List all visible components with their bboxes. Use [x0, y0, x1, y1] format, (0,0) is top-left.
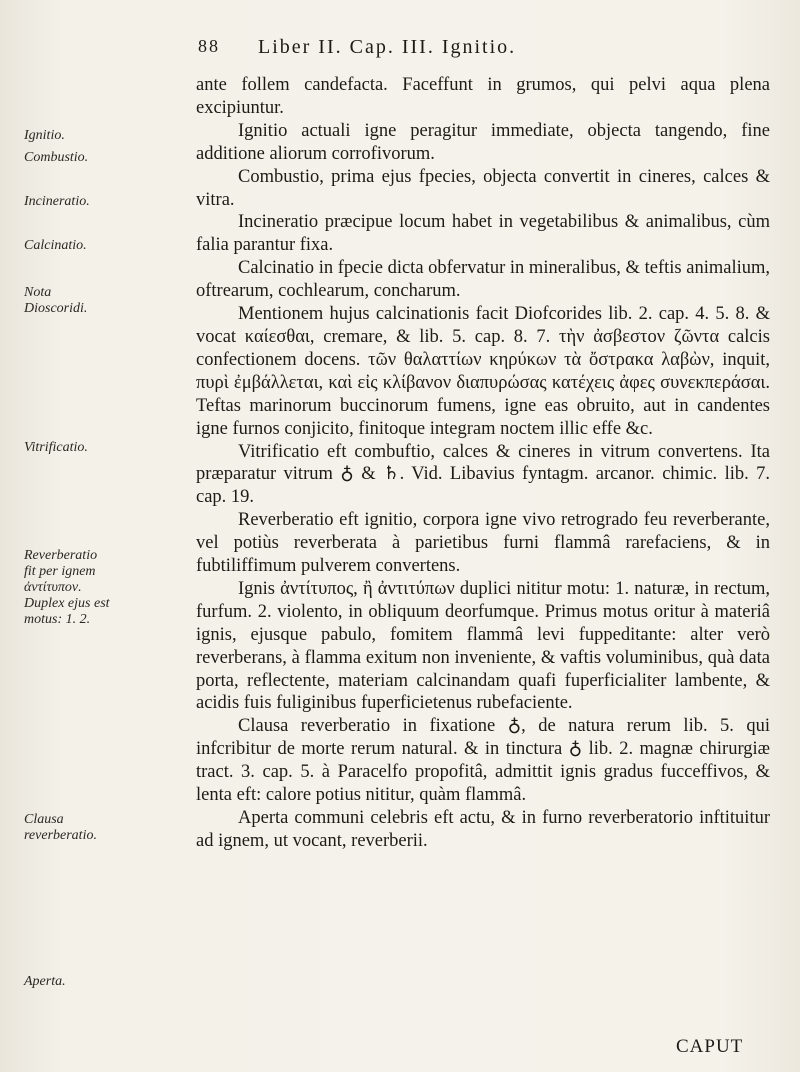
paragraph-vitrificatio: Vitrificatio eft combuftio, calces & cineres in vitrum convertens. Ita præparatur vitrum ♁ & ♄. Vid. Libavius fyntagm. arcanor. chimic. lib. 7. cap. 19.	[196, 441, 770, 508]
paragraph-calcinatio: Calcinatio in fpecie dicta obfervatur in mineralibus, & teftis animalium, oftrearum, cochlearum, concharum.	[196, 258, 770, 302]
paragraph-dioscorides: Mentionem hujus calcinationis facit Diofcorides lib. 2. cap. 4. 5. 8. & vocat καίεσθαι, cremare, & lib. 5. cap. 8. 7. τὴν ἀσβεστον ζῶντα calcis confectionem docens. τῶν θαλαττίων κηρύκων τὰ ὄστρακα λαβὼν, inquit, πυρὶ ἐμβάλλεται, καὶ εἰς κλίβανον διαπυρώσας κατέχεις ἀφες συνεκπεράσαι. Teftas marinorum buccinorum fumens, igne eas obruito, aut in candentes igne furnos conjicito, finitoque integram noctem illic effe &c.	[196, 304, 770, 439]
paragraph-clausa: Clausa reverberatio in fixatione ♁, de natura rerum lib. 5. qui infcribitur de morte rerum natural. & in tinctura ♁ lib. 2. magnæ chirurgiæ tract. 3. cap. 5. à Paracelfo propofitâ, admittit ignis gradus fucceffivos, & lenta eft: calore potius nititur, quàm flammâ.	[196, 716, 770, 806]
margin-note-combustio: Combustio.	[24, 150, 89, 165]
paragraph-incineratio: Incineratio præcipue locum habet in vegetabilibus & animalibus, cùm falia parantur fixa.	[196, 212, 770, 256]
margin-note-vitrificatio: Vitrificatio.	[24, 440, 88, 455]
paragraph-ante-follem: ante follem candefacta. Faceffunt in grumos, qui pelvi aqua plena excipiuntur.	[196, 75, 770, 118]
paragraph-ignitio: Ignitio actuali igne peragitur immediate, objecta tangendo, fine additione aliorum corrofivorum.	[196, 120, 770, 164]
main-text	[196, 74, 770, 853]
paragraph-aperta: Aperta communi celebris eft actu, & in furno reverberatorio inftituitur ad ignem, ut vocant, reverberii.	[196, 808, 770, 851]
margin-note-ignitio: Ignitio.	[24, 128, 65, 143]
margin-note-aperta: Aperta.	[24, 974, 66, 989]
paragraph-reverberatio: Reverberatio eft ignitio, corpora igne vivo retrogrado feu reverberante, vel potiùs reverberata à parietibus furni flammâ rarefaciens, & in fubtiliffimum pulverem convertens.	[196, 510, 770, 577]
paragraph-combustio: Combustio, prima ejus fpecies, objecta convertit in cineres, calces & vitra.	[196, 166, 770, 210]
paragraph-ignis-motus: Ignis ἀντίτυπος, ἢ ἀντιτύπων duplici nititur motu: 1. naturæ, in rectum, furfum. 2. violento, in obliquum deorfumque. Primus motus oritur à materiâ ignis, ejusque pabulo, fomitem flammâ levi fuppeditante: alter verò reverberans, à flamma exitum non inveniente, & vaftis voluminibus, quà data porta, reflectente, materiam calcinandam quafi fuperficialiter lambente, & acidis fuis fuliginibus fuperficietenus rubefaciente.	[196, 578, 770, 714]
margin-note-calcinatio: Calcinatio.	[24, 238, 87, 253]
margin-note-reverberatio: Reverberatio fit per ignem ἀντίτυπον. Duplex ejus est motus: 1. 2.	[24, 548, 110, 627]
running-title: Liber II. Cap. III. Ignitio.	[258, 36, 517, 58]
margin-note-clausa: Clausa reverberatio.	[24, 812, 97, 843]
margin-note-dioscoridi: Nota Dioscoridi.	[24, 285, 88, 316]
page-header	[198, 36, 758, 66]
page-number: 88	[198, 36, 220, 56]
margin-note-incineratio: Incineratio.	[24, 194, 90, 209]
catchword: CAPUT	[676, 1036, 744, 1057]
